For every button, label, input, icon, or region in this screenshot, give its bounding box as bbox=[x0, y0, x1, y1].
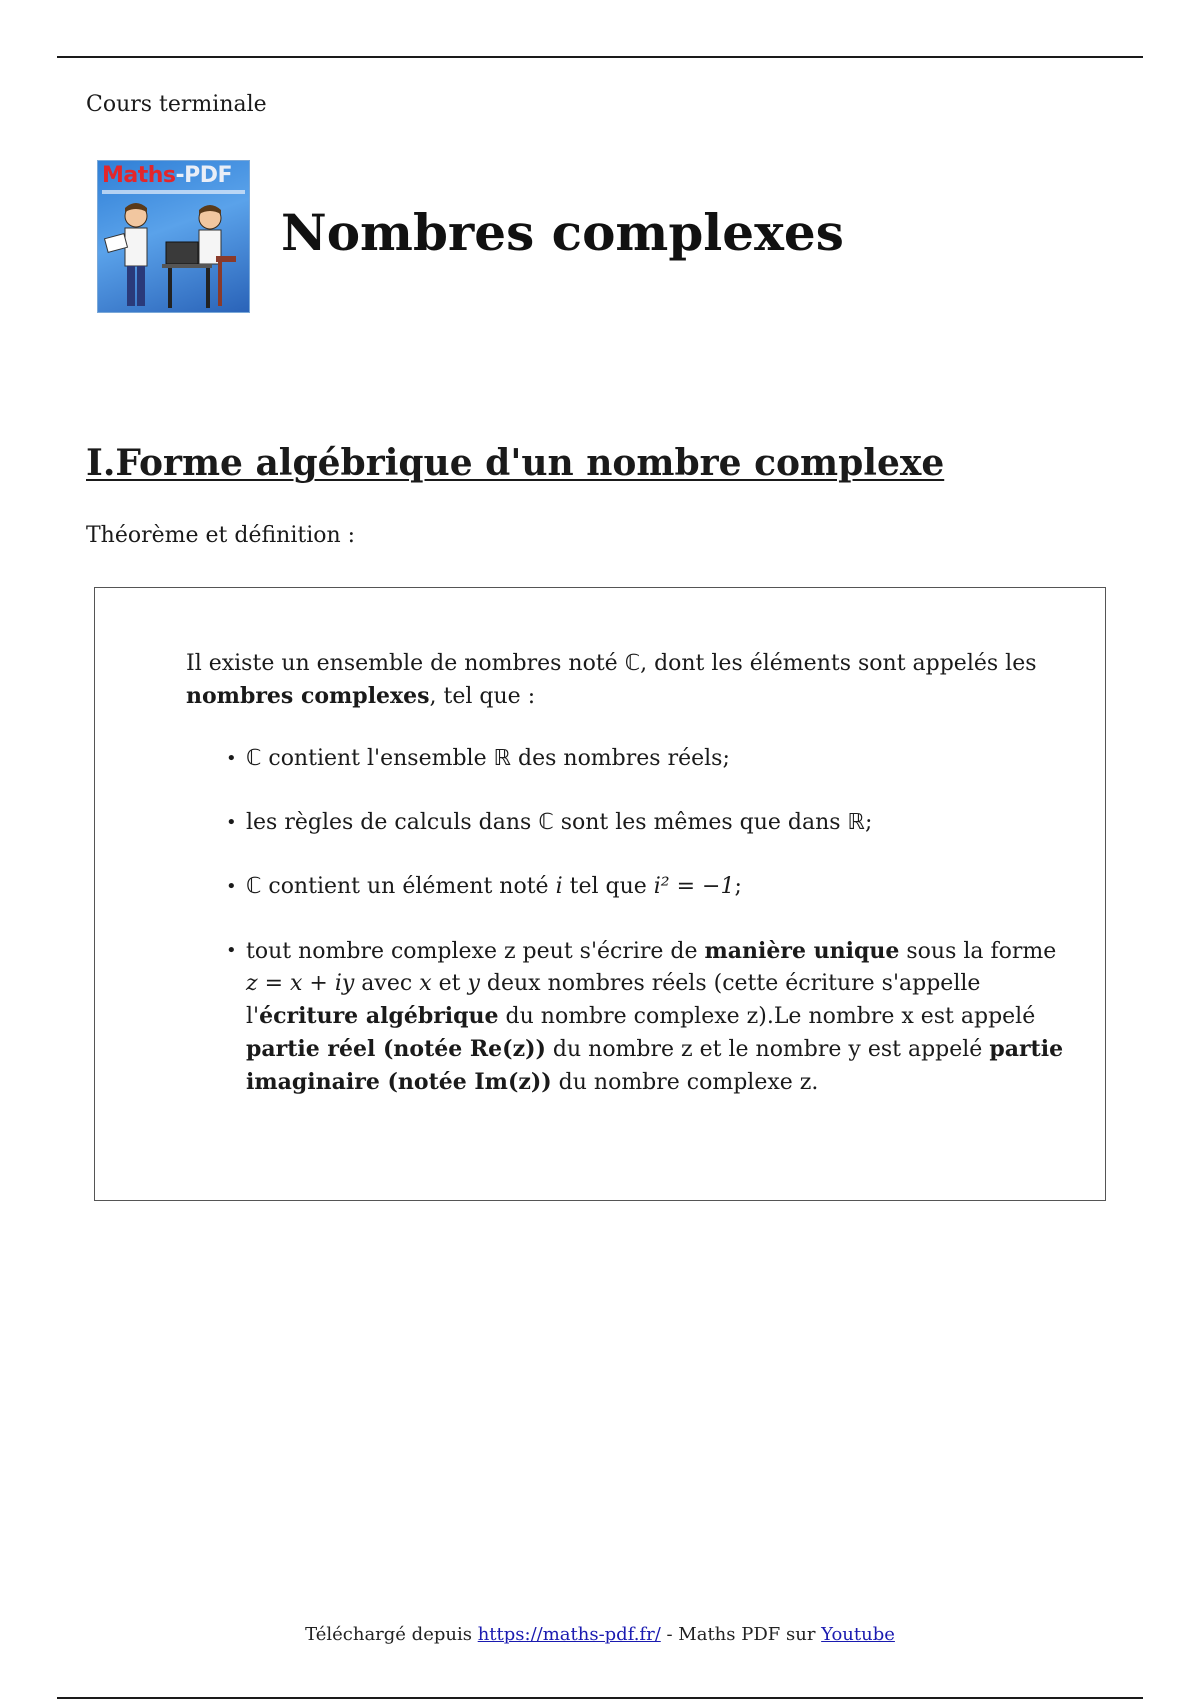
document-title: Nombres complexes bbox=[281, 203, 844, 262]
list-item: • tout nombre complexe z peut s'écrire de manière unique sous la forme z = x + iy avec x et y deux nombres réels (cette écriture s'appelle l'écriture algébrique du nombre complexe z).Le nombre x est appelé partie réel (notée Re(z)) du nombre z et le nombre y est appelé partie imaginaire (notée Im(z)) du nombre complexe z. bbox=[246, 935, 1066, 1099]
theorem-box bbox=[94, 587, 1106, 1201]
maths-pdf-logo bbox=[97, 160, 250, 313]
bullet-icon: • bbox=[226, 748, 237, 769]
theorem-intro: Il existe un ensemble de nombres noté ℂ, dont les éléments sont appelés les nombres complexes, tel que : bbox=[186, 651, 1037, 709]
list-item: • ℂ contient l'ensemble ℝ des nombres réels; bbox=[246, 743, 1066, 775]
bullet-icon: • bbox=[226, 940, 237, 961]
top-rule bbox=[57, 56, 1143, 58]
bottom-rule bbox=[57, 1697, 1143, 1699]
maths-pdf-link[interactable]: https://maths-pdf.fr/ bbox=[477, 1624, 661, 1645]
list-item: • les règles de calculs dans ℂ sont les mêmes que dans ℝ; bbox=[246, 807, 1066, 839]
bullet-icon: • bbox=[226, 812, 237, 833]
theorem-list bbox=[226, 743, 1066, 1131]
bullet-icon: • bbox=[226, 876, 237, 897]
course-label: Cours terminale bbox=[86, 92, 267, 117]
logo-illustration bbox=[98, 196, 250, 313]
theorem-label: Théorème et définition : bbox=[86, 523, 356, 548]
section-heading: I.Forme algébrique d'un nombre complexe bbox=[86, 442, 945, 484]
list-item: • ℂ contient un élément noté i tel que i² = −1; bbox=[246, 871, 1066, 903]
logo-wordmark: Maths-PDF bbox=[102, 163, 233, 188]
logo-tagline-strip bbox=[102, 190, 245, 194]
page-footer: Téléchargé depuis https://maths-pdf.fr/ - Maths PDF sur Youtube bbox=[305, 1624, 895, 1645]
youtube-link[interactable]: Youtube bbox=[821, 1624, 895, 1645]
